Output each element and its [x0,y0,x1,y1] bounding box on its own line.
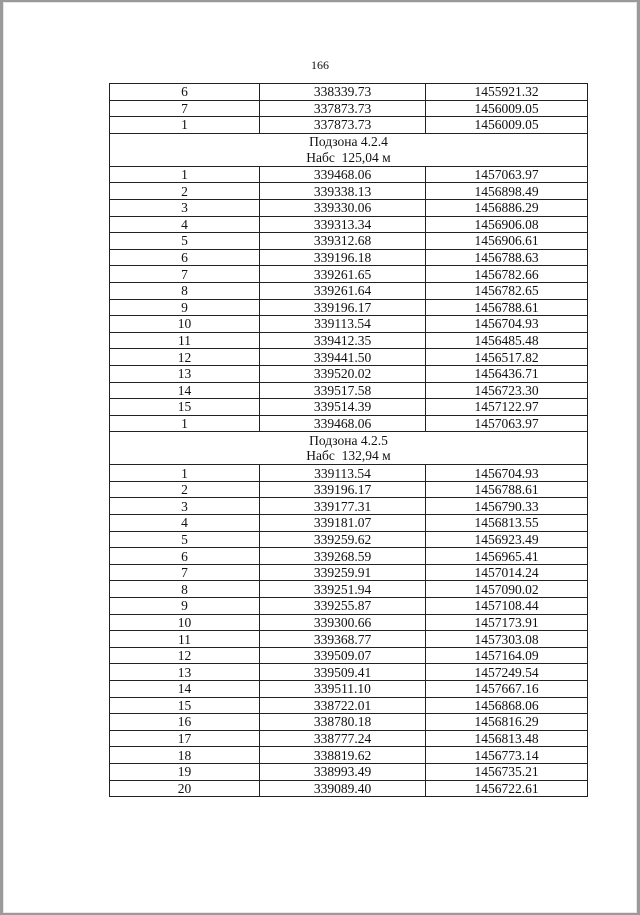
x-coordinate-cell: 339196.17 [260,481,426,498]
x-coordinate-cell: 339511.10 [260,681,426,698]
x-coordinate-cell: 339259.62 [260,531,426,548]
point-number-cell: 1 [110,465,260,482]
x-coordinate-cell: 339089.40 [260,780,426,797]
table-row [110,84,588,101]
table-row [110,282,588,299]
y-coordinate-cell: 1456790.33 [426,498,588,515]
point-number-cell: 8 [110,581,260,598]
subzone-title: Подзона 4.2.4 [309,134,388,150]
x-coordinate-cell: 339196.17 [260,299,426,316]
x-coordinate-cell: 337873.73 [260,117,426,134]
point-number-cell: 4 [110,515,260,532]
point-number-cell: 9 [110,598,260,615]
point-number-cell: 5 [110,233,260,250]
y-coordinate-cell: 1457249.54 [426,664,588,681]
subzone-height: Набс 125,04 м [306,149,391,165]
x-coordinate-cell: 339412.35 [260,332,426,349]
subzone-header [110,133,588,166]
table-row [110,598,588,615]
y-coordinate-cell: 1457014.24 [426,564,588,581]
subzone-height: Набс 132,94 м [306,448,391,464]
x-coordinate-cell: 337873.73 [260,100,426,117]
y-coordinate-cell: 1456782.66 [426,266,588,283]
subzone-header [110,432,588,465]
table-row [110,515,588,532]
y-coordinate-cell: 1457164.09 [426,647,588,664]
y-coordinate-cell: 1456009.05 [426,100,588,117]
x-coordinate-cell: 339196.18 [260,249,426,266]
x-coordinate-cell: 339255.87 [260,598,426,615]
x-coordinate-cell: 339514.39 [260,399,426,416]
point-number-cell: 1 [110,415,260,432]
point-number-cell: 1 [110,166,260,183]
y-coordinate-cell: 1456965.41 [426,548,588,565]
table-row [110,365,588,382]
point-number-cell: 14 [110,382,260,399]
point-number-cell: 11 [110,332,260,349]
table-row [110,730,588,747]
y-coordinate-cell: 1456813.48 [426,730,588,747]
y-coordinate-cell: 1456906.08 [426,216,588,233]
y-coordinate-cell: 1456923.49 [426,531,588,548]
y-coordinate-cell: 1456735.21 [426,763,588,780]
x-coordinate-cell: 338780.18 [260,714,426,731]
coordinates-table-body [110,84,588,797]
y-coordinate-cell: 1456788.63 [426,249,588,266]
table-row [110,415,588,432]
y-coordinate-cell: 1456788.61 [426,481,588,498]
table-row [110,332,588,349]
table-row [110,647,588,664]
x-coordinate-cell: 339261.65 [260,266,426,283]
table-row [110,465,588,482]
y-coordinate-cell: 1456898.49 [426,183,588,200]
table-row [110,100,588,117]
point-number-cell: 14 [110,681,260,698]
y-coordinate-cell: 1456813.55 [426,515,588,532]
point-number-cell: 2 [110,183,260,200]
x-coordinate-cell: 339517.58 [260,382,426,399]
point-number-cell: 15 [110,697,260,714]
document-page [3,2,637,913]
point-number-cell: 3 [110,498,260,515]
x-coordinate-cell: 339509.07 [260,647,426,664]
subzone-header-row [110,133,588,166]
point-number-cell: 17 [110,730,260,747]
table-row [110,548,588,565]
table-row [110,747,588,764]
y-coordinate-cell: 1457122.97 [426,399,588,416]
x-coordinate-cell: 339312.68 [260,233,426,250]
point-number-cell: 7 [110,100,260,117]
table-row [110,763,588,780]
point-number-cell: 3 [110,199,260,216]
table-row [110,199,588,216]
point-number-cell: 12 [110,647,260,664]
y-coordinate-cell: 1457063.97 [426,415,588,432]
point-number-cell: 2 [110,481,260,498]
point-number-cell: 6 [110,84,260,101]
x-coordinate-cell: 338819.62 [260,747,426,764]
table-row [110,614,588,631]
y-coordinate-cell: 1457667.16 [426,681,588,698]
point-number-cell: 10 [110,614,260,631]
point-number-cell: 18 [110,747,260,764]
table-row [110,316,588,333]
table-row [110,216,588,233]
x-coordinate-cell: 338339.73 [260,84,426,101]
y-coordinate-cell: 1456704.93 [426,465,588,482]
table-row [110,233,588,250]
table-row [110,249,588,266]
y-coordinate-cell: 1457063.97 [426,166,588,183]
table-row [110,117,588,134]
y-coordinate-cell: 1457108.44 [426,598,588,615]
x-coordinate-cell: 339113.54 [260,465,426,482]
x-coordinate-cell: 338777.24 [260,730,426,747]
x-coordinate-cell: 339468.06 [260,166,426,183]
table-row [110,780,588,797]
x-coordinate-cell: 339468.06 [260,415,426,432]
x-coordinate-cell: 339181.07 [260,515,426,532]
y-coordinate-cell: 1456906.61 [426,233,588,250]
table-row [110,531,588,548]
page-number: 166 [311,58,329,72]
y-coordinate-cell: 1457303.08 [426,631,588,648]
x-coordinate-cell: 338993.49 [260,763,426,780]
y-coordinate-cell: 1456816.29 [426,714,588,731]
table-row [110,349,588,366]
point-number-cell: 12 [110,349,260,366]
y-coordinate-cell: 1456485.48 [426,332,588,349]
table-row [110,481,588,498]
point-number-cell: 9 [110,299,260,316]
subzone-header-row [110,432,588,465]
point-number-cell: 15 [110,399,260,416]
point-number-cell: 4 [110,216,260,233]
point-number-cell: 7 [110,266,260,283]
point-number-cell: 13 [110,664,260,681]
point-number-cell: 6 [110,548,260,565]
point-number-cell: 16 [110,714,260,731]
y-coordinate-cell: 1456782.65 [426,282,588,299]
table-row [110,681,588,698]
y-coordinate-cell: 1456723.30 [426,382,588,399]
x-coordinate-cell: 339261.64 [260,282,426,299]
point-number-cell: 19 [110,763,260,780]
table-row [110,664,588,681]
y-coordinate-cell: 1457090.02 [426,581,588,598]
table-row [110,564,588,581]
table-row [110,266,588,283]
point-number-cell: 13 [110,365,260,382]
x-coordinate-cell: 339177.31 [260,498,426,515]
y-coordinate-cell: 1456886.29 [426,199,588,216]
x-coordinate-cell: 339113.54 [260,316,426,333]
table-row [110,714,588,731]
table-row [110,166,588,183]
x-coordinate-cell: 339251.94 [260,581,426,598]
y-coordinate-cell: 1456009.05 [426,117,588,134]
table-row [110,581,588,598]
y-coordinate-cell: 1456722.61 [426,780,588,797]
table-row [110,382,588,399]
y-coordinate-cell: 1455921.32 [426,84,588,101]
point-number-cell: 20 [110,780,260,797]
table-row [110,697,588,714]
point-number-cell: 1 [110,117,260,134]
x-coordinate-cell: 339268.59 [260,548,426,565]
point-number-cell: 5 [110,531,260,548]
table-row [110,498,588,515]
x-coordinate-cell: 339441.50 [260,349,426,366]
y-coordinate-cell: 1456704.93 [426,316,588,333]
table-row [110,631,588,648]
point-number-cell: 10 [110,316,260,333]
table-row [110,399,588,416]
x-coordinate-cell: 339259.91 [260,564,426,581]
coordinates-table [109,83,588,797]
y-coordinate-cell: 1456517.82 [426,349,588,366]
point-number-cell: 11 [110,631,260,648]
x-coordinate-cell: 339368.77 [260,631,426,648]
x-coordinate-cell: 339330.06 [260,199,426,216]
point-number-cell: 7 [110,564,260,581]
y-coordinate-cell: 1456773.14 [426,747,588,764]
point-number-cell: 8 [110,282,260,299]
x-coordinate-cell: 338722.01 [260,697,426,714]
table-row [110,299,588,316]
x-coordinate-cell: 339338.13 [260,183,426,200]
y-coordinate-cell: 1457173.91 [426,614,588,631]
x-coordinate-cell: 339313.34 [260,216,426,233]
x-coordinate-cell: 339520.02 [260,365,426,382]
point-number-cell: 6 [110,249,260,266]
y-coordinate-cell: 1456436.71 [426,365,588,382]
x-coordinate-cell: 339509.41 [260,664,426,681]
x-coordinate-cell: 339300.66 [260,614,426,631]
subzone-title: Подзона 4.2.5 [309,432,388,448]
y-coordinate-cell: 1456788.61 [426,299,588,316]
table-row [110,183,588,200]
y-coordinate-cell: 1456868.06 [426,697,588,714]
